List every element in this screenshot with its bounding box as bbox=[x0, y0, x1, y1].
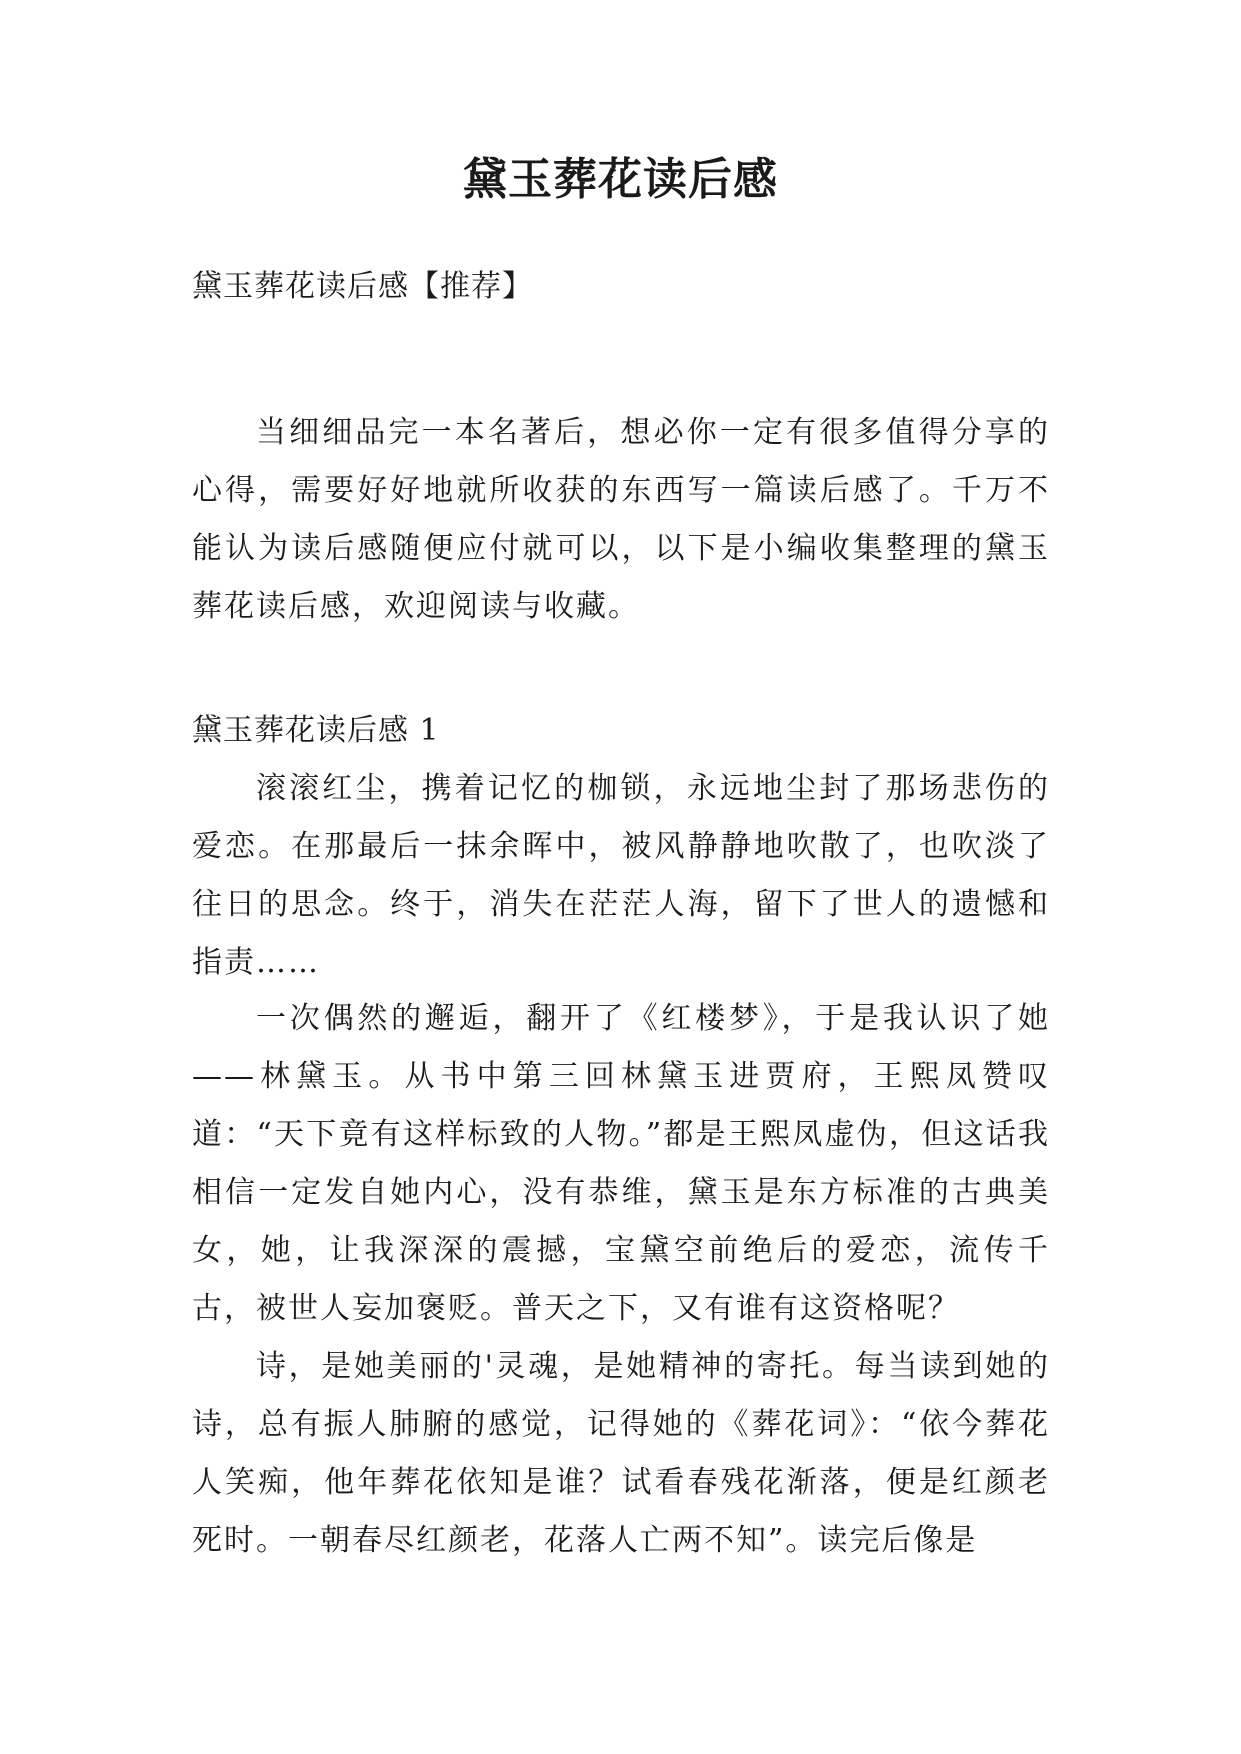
body-paragraph: 诗，是她美丽的'灵魂，是她精神的寄托。每当读到她的诗，总有振人肺腑的感觉，记得她的《葬花词》：“依今葬花人笑痴，他年葬花依知是谁？试看春残花渐落，便是红颜老死时。一朝春尽红颜老，花落人亡两不知”。读完后像是 bbox=[192, 1349, 1050, 1558]
intro-paragraph: 当细细品完一本名著后，想必你一定有很多值得分享的心得，需要好好地就所收获的东西写一篇读后感了。千万不能认为读后感随便应付就可以，以下是小编收集整理的黛玉葬花读后感，欢迎阅读与收藏。 bbox=[192, 415, 1050, 624]
body-paragraph: 一次偶然的邂逅，翻开了《红楼梦》，于是我认识了她——林黛玉。从书中第三回林黛玉进贾府，王熙凤赞叹道：“天下竟有这样标致的人物。”都是王熙凤虚伪，但这话我相信一定发自她内心，没有恭维，黛玉是东方标准的古典美女，她，让我深深的震撼，宝黛空前绝后的爱恋，流传千古，被世人妄加褒贬。普天之下，又有谁有这资格呢？ bbox=[192, 1001, 1050, 1326]
document-title: 黛玉葬花读后感 bbox=[463, 154, 778, 205]
document-subtitle: 黛玉葬花读后感【推荐】 bbox=[192, 269, 533, 304]
body-paragraph: 滚滚红尘，携着记忆的枷锁，永远地尘封了那场悲伤的爱恋。在那最后一抹余晖中，被风静静地吹散了，也吹淡了往日的思念。终于，消失在茫茫人海，留下了世人的遗憾和指责…… bbox=[192, 771, 1050, 980]
section-heading: 黛玉葬花读后感 1 bbox=[192, 713, 440, 748]
